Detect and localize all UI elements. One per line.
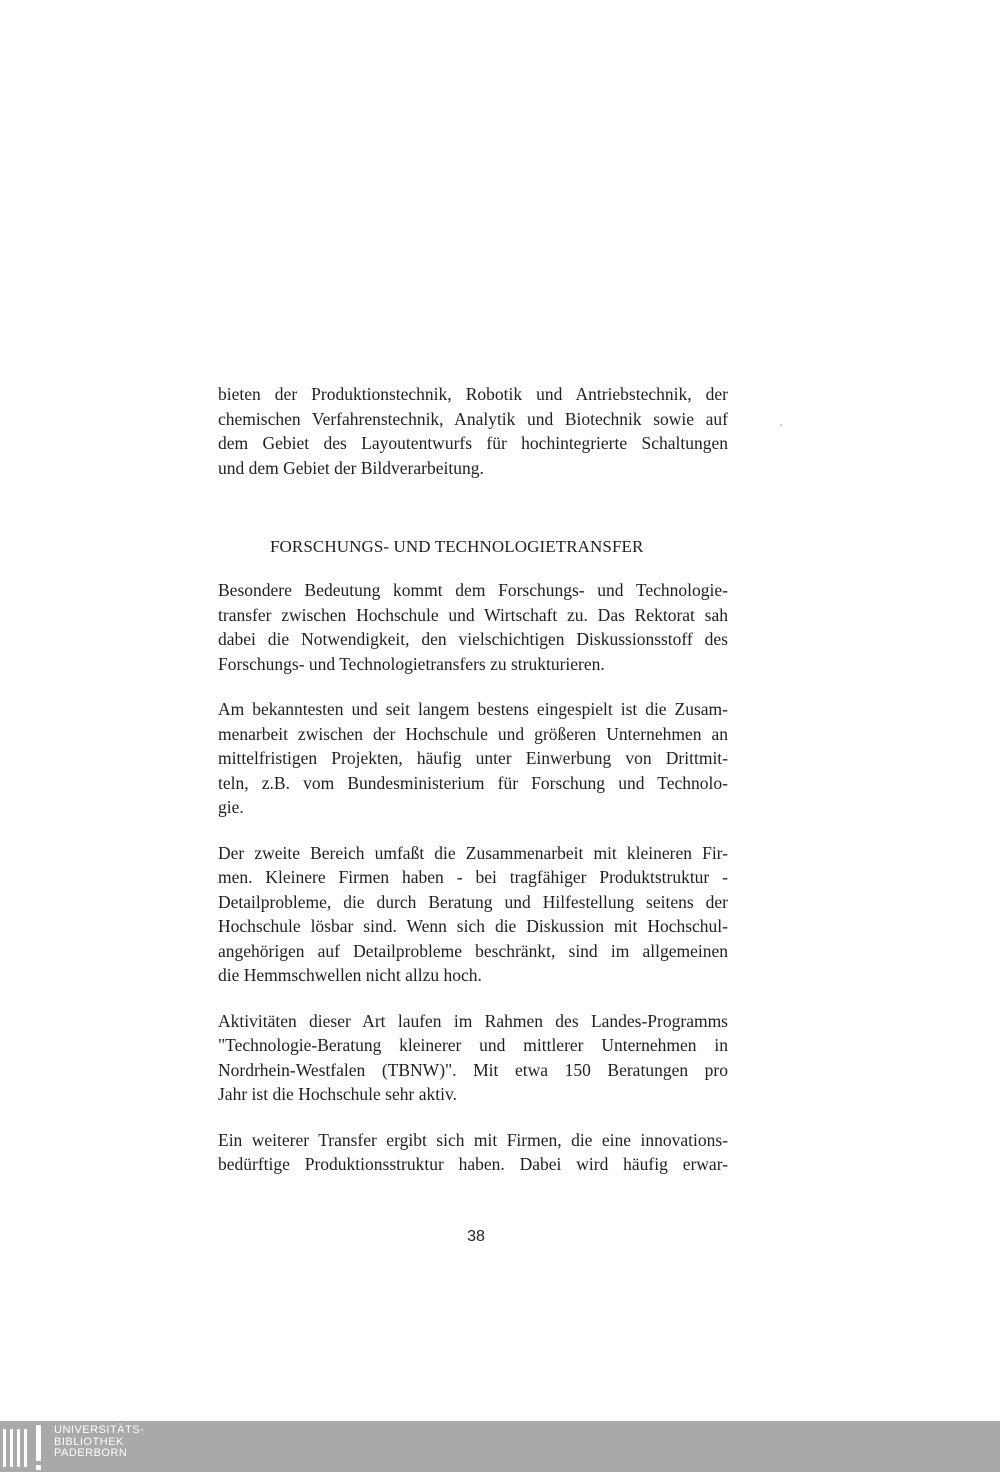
text-line: men. Kleinere Firmen haben - bei tragfähiger Produktstruktur - bbox=[218, 867, 728, 887]
text-line: mittelfristigen Projekten, häufig unter Einwerbung von Drittmit- bbox=[218, 748, 728, 768]
text-line: Hochschule lösbar sind. Wenn sich die Diskussion mit Hochschul- bbox=[218, 916, 728, 936]
library-footer-bar bbox=[0, 1421, 1000, 1472]
document-body-continued bbox=[218, 578, 728, 1198]
page-number: 38 bbox=[467, 1228, 485, 1245]
text-line: gie. bbox=[218, 797, 244, 817]
text-line: bedürftige Produktionsstruktur haben. Dabei wird häufig erwar- bbox=[218, 1154, 728, 1174]
library-name-line: PADERBORN bbox=[54, 1447, 128, 1459]
library-name bbox=[54, 1425, 144, 1460]
text-line: chemischen Verfahrenstechnik, Analytik und Biotechnik sowie auf bbox=[218, 408, 728, 429]
paragraph bbox=[218, 578, 728, 676]
library-name-line: BIBLIOTHEK bbox=[54, 1435, 124, 1448]
text-line: Der zweite Bereich umfaßt die Zusammenarbeit mit kleineren Fir- bbox=[218, 842, 728, 863]
scan-speck bbox=[780, 424, 782, 426]
paragraph bbox=[218, 697, 728, 820]
text-line: dabei die Notwendigkeit, den vielschichtigen Diskussionsstoff des bbox=[218, 629, 728, 649]
text-line: dem Gebiet des Layoutentwurfs für hochintegrierte Schaltungen bbox=[218, 433, 728, 453]
library-stripes-logo-icon bbox=[0, 1421, 52, 1472]
text-line: Forschungs- und Technologietransfers zu strukturieren. bbox=[218, 653, 605, 674]
text-line: Jahr ist die Hochschule sehr aktiv. bbox=[218, 1084, 457, 1104]
paragraph bbox=[218, 1128, 728, 1177]
text-line: angehörigen auf Detailprobleme beschränkt, sind im allgemeinen bbox=[218, 940, 728, 961]
text-line: transfer zwischen Hochschule und Wirtschaft zu. Das Rektorat sah bbox=[218, 604, 728, 625]
document-body bbox=[218, 382, 728, 501]
library-name-line: UNIVERSITÄTS- bbox=[54, 1424, 145, 1436]
text-line: bieten der Produktionstechnik, Robotik und Antriebstechnik, der bbox=[218, 384, 728, 404]
text-line: Nordrhein-Westfalen (TBNW)". Mit etwa 150 Beratungen pro bbox=[218, 1059, 728, 1080]
text-line: Am bekanntesten und seit langem bestens eingespielt ist die Zusam- bbox=[218, 699, 728, 719]
text-line: Detailprobleme, die durch Beratung und Hilfestellung seitens der bbox=[218, 891, 728, 912]
text-line: die Hemmschwellen nicht allzu hoch. bbox=[218, 965, 482, 985]
paragraph bbox=[218, 1009, 728, 1107]
text-line: und dem Gebiet der Bildverarbeitung. bbox=[218, 457, 484, 478]
text-line: Aktivitäten dieser Art laufen im Rahmen des Landes-Programms bbox=[218, 1010, 728, 1031]
text-line: Besondere Bedeutung kommt dem Forschungs- und Technologie- bbox=[218, 580, 728, 600]
paragraph bbox=[218, 841, 728, 988]
text-line: teln, z.B. vom Bundesministerium für Forschung und Technolo- bbox=[218, 772, 728, 793]
text-line: menarbeit zwischen der Hochschule und größeren Unternehmen an bbox=[218, 723, 728, 744]
text-line: Ein weiterer Transfer ergibt sich mit Firmen, die eine innovations- bbox=[218, 1129, 728, 1150]
section-heading: FORSCHUNGS- UND TECHNOLOGIETRANSFER bbox=[270, 537, 644, 556]
text-line: "Technologie-Beratung kleinerer und mittlerer Unternehmen in bbox=[218, 1035, 728, 1055]
paragraph bbox=[218, 382, 728, 480]
